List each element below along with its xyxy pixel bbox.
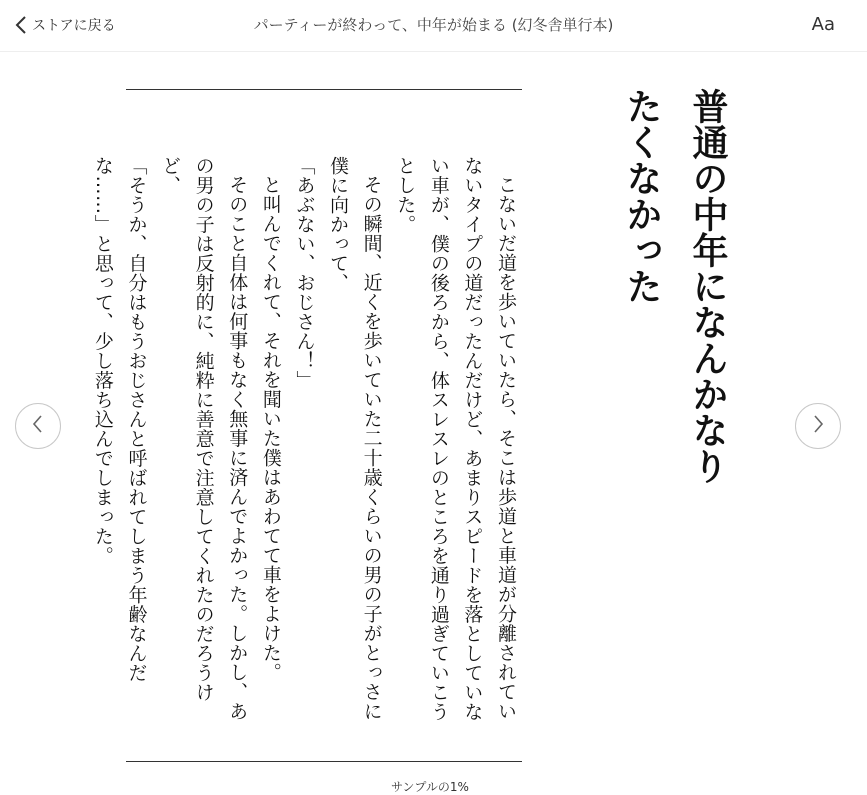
top-bar <box>0 0 867 52</box>
page-bottom-rule <box>126 761 522 762</box>
paragraph: その瞬間、近くを歩いていた二十歳くらいの男の子がとっさに僕に向かって、 <box>327 156 383 721</box>
body-text <box>91 156 522 731</box>
back-label: ストアに戻る <box>32 18 116 34</box>
paragraph: 「あぶない、おじさん！」 <box>293 156 316 390</box>
chevron-left-icon <box>31 413 45 439</box>
chapter-title: 普通の中年になんかなりたくなかった <box>621 88 728 484</box>
previous-page-button[interactable] <box>15 403 61 449</box>
page-top-rule <box>126 89 522 90</box>
paragraph: こないだ道を歩いていたら、そこは歩道と車道が分離されていないタイプの道だったんだけど、あまりスピードを落としていない車が、僕の後ろから、体スレスレのところを通り過ぎていこうとした。 <box>394 156 517 722</box>
paragraph: 「そうか、自分はもうおじさんと呼ばれてしまう年齢なんだな……」と思って、少し落ち込んでしまった。 <box>91 156 148 683</box>
paragraph: そのこと自体は何事もなく無事に済んでよかった。しかし、あの男の子は反射的に、純粋に善意で注意してくれたのだろうけど、 <box>159 156 249 721</box>
book-title: パーティーが終わって、中年が始まる (幻冬舎単行本) <box>253 16 614 34</box>
next-page-button[interactable] <box>795 403 841 449</box>
font-settings-button[interactable]: Aa <box>811 14 835 35</box>
reading-progress: サンプルの1% <box>391 780 469 794</box>
chevron-right-icon <box>811 413 825 439</box>
paragraph: と叫んでくれて、それを聞いた僕はあわてて車をよけた。 <box>259 175 282 682</box>
